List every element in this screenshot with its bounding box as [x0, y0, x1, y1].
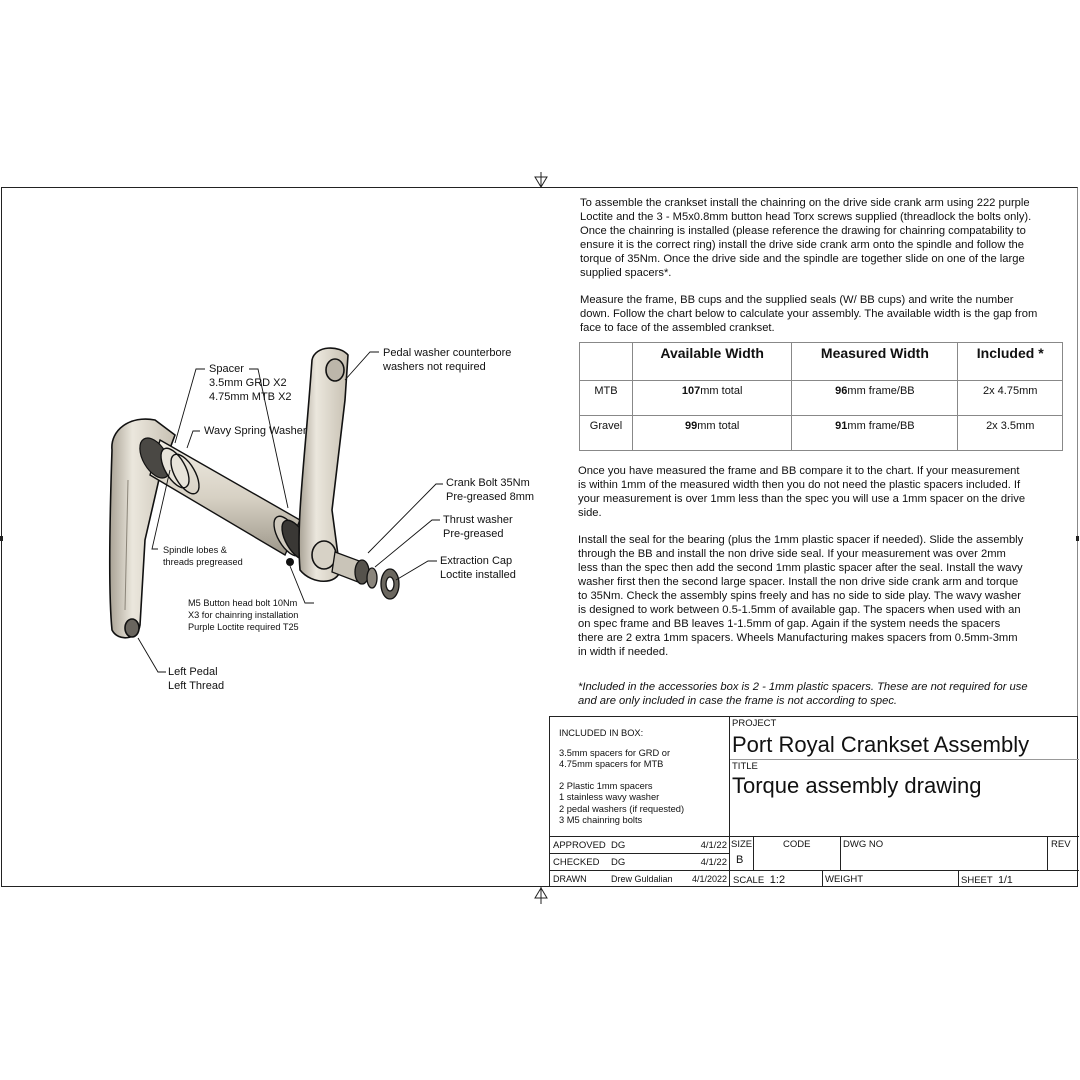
- included-item: 2 Plastic 1mm spacers: [559, 780, 653, 791]
- checked-date: 4/1/22: [700, 857, 727, 868]
- checked-row: [553, 857, 727, 868]
- instruction-paragraph-4: Install the seal for the bearing (plus the 1mm plastic spacer if needed). Slide the assembly through the BB and install the non drive side seal. If your measurement was over 2mm less than the spec then add the second 1mm plastic spacer after the seal. Install the wavy washer first then the second large spacer. Install the non drive side crank arm and torque to 35Nm. Check the assembly spins freely and has no side to side play. The wavy washer is designed to work between 0.5-1.5mm of available gap. The spacers when used with an on spec frame and BB leaves 1-1.5mm of gap. Again if the system needs the spacers there are 2 extra 1mm spacers. Wheels Manufacturing makes spacers from 0.5mm-3mm in width if needed.: [578, 534, 1024, 658]
- title-block-divider: [729, 717, 730, 886]
- spec-table: [579, 342, 1063, 451]
- instruction-paragraph-1: To assemble the crankset install the chainring on the drive side crank arm using 222 purple Loctite and the 3 - M5x0.8mm button head Torx screws supplied (threadlock the bolts only). Once the chainring is installed (please reference the drawing for chainring compatability to ensure it is the correct ring) install the drive side crank arm onto the spindle and follow the torque of 35Nm. Once the drive side and the spindle are together slide on one of the large supplied spacers*.: [580, 197, 1032, 279]
- col-divider: [753, 836, 754, 870]
- approved-label: APPROVED: [553, 840, 606, 851]
- rev-label: REV: [1051, 839, 1071, 850]
- spec-header-included: Included *: [958, 343, 1063, 381]
- right-center-marker: [1076, 536, 1079, 541]
- callout-pedal-washer: [383, 346, 511, 374]
- callout-crank-bolt-line2: Pre-greased 8mm: [446, 491, 535, 503]
- spec-cell-type: Gravel: [580, 416, 633, 451]
- included-item: 2 pedal washers (if requested): [559, 803, 685, 814]
- callout-extraction-line2: Loctite installed: [440, 569, 516, 581]
- size-value: B: [736, 854, 744, 866]
- callout-spacer-line1: 3.5mm GRD X2: [209, 377, 287, 389]
- weight-label: WEIGHT: [825, 874, 863, 885]
- spec-available-value: 107: [681, 385, 701, 397]
- callout-spindle-line2: threads pregreased: [163, 557, 243, 567]
- spec-cell-included: 2x 4.75mm: [958, 381, 1063, 416]
- spec-header-available: Available Width: [632, 343, 791, 381]
- spec-cell-available: [632, 416, 791, 451]
- row-divider: [550, 853, 729, 854]
- sheet-field: [961, 874, 1013, 886]
- approved-name: DG: [611, 840, 626, 851]
- callout-thrust-line2: Pre-greased: [443, 528, 504, 540]
- included-in-box: [559, 728, 684, 827]
- spec-cell-available: [632, 381, 791, 416]
- dwg-no-label: DWG NO: [843, 839, 884, 850]
- drawn-row: [553, 874, 727, 884]
- callout-extraction-line1: Extraction Cap: [440, 555, 513, 567]
- spec-header-empty: [580, 343, 633, 381]
- spec-measured-unit: mm frame/BB: [847, 385, 915, 397]
- callout-crank-bolt: [446, 476, 534, 504]
- callout-extraction-cap: [440, 554, 516, 582]
- col-divider: [958, 870, 959, 886]
- approved-row: [553, 840, 727, 851]
- callout-pedal-washer-line2: washers not required: [383, 361, 486, 373]
- included-item: 4.75mm spacers for MTB: [559, 759, 664, 769]
- size-label: SIZE: [731, 839, 753, 850]
- callout-spacer: [209, 362, 292, 404]
- spec-measured-value: 96: [835, 385, 848, 397]
- project-name: Port Royal Crankset Assembly: [732, 732, 1030, 757]
- spec-header-measured: Measured Width: [792, 343, 958, 381]
- col-divider: [822, 870, 823, 886]
- table-row: [580, 381, 1063, 416]
- approved-date: 4/1/22: [700, 840, 727, 851]
- spec-measured-value: 91: [835, 420, 848, 432]
- instruction-paragraph-3: Once you have measured the frame and BB compare it to the chart. If your measurement is within 1mm of the measured width then you do not need the plastic spacers included. If your measurement is over 1mm less than the spec you will use a 1mm spacer on the drive side.: [578, 465, 1026, 519]
- included-item: 1 stainless wavy washer: [559, 792, 660, 802]
- callout-thrust-washer: [443, 513, 513, 541]
- row-divider: [550, 836, 729, 837]
- spec-cell-measured: [792, 381, 958, 416]
- spec-cell-measured: [792, 416, 958, 451]
- spec-available-unit: mm total: [700, 385, 743, 397]
- instruction-paragraph-2: Measure the frame, BB cups and the supplied seals (W/ BB cups) and write the number down. Follow the chart below to calculate your assembly. The available width is the gap from face to face of the assembled crankset.: [580, 294, 1038, 334]
- title-label: TITLE: [732, 761, 758, 772]
- callout-m5-line2: X3 for chainring installation: [188, 610, 299, 620]
- drawn-name: Drew Guldalian: [611, 874, 673, 884]
- checked-name: DG: [611, 857, 626, 868]
- title-block: [549, 716, 1078, 887]
- callout-left-pedal-line1: Left Pedal: [168, 666, 218, 678]
- spec-available-value: 99: [684, 420, 698, 432]
- row-divider: [730, 836, 1079, 837]
- project-label: PROJECT: [732, 718, 777, 729]
- included-heading: INCLUDED IN BOX:: [559, 728, 644, 738]
- spec-available-unit: mm total: [697, 420, 740, 432]
- row-divider: [550, 870, 1079, 871]
- callout-m5-line3: Purple Loctite required T25: [188, 622, 299, 632]
- callout-spindle: [163, 544, 243, 568]
- callout-spacer-title: Spacer: [209, 363, 244, 375]
- callout-wavy-washer: Wavy Spring Washer: [204, 425, 307, 437]
- callout-m5-bolt: [188, 597, 299, 633]
- included-item: 3.5mm spacers for GRD or: [559, 747, 671, 758]
- col-divider: [1047, 836, 1048, 870]
- callout-spacer-line2: 4.75mm MTB X2: [209, 391, 292, 403]
- callout-m5-line1: M5 Button head bolt 10Nm: [188, 598, 298, 608]
- callout-spindle-line1: Spindle lobes &: [163, 545, 227, 555]
- col-divider: [840, 836, 841, 870]
- included-item: 3 M5 chainring bolts: [559, 815, 643, 825]
- spec-cell-included: 2x 3.5mm: [958, 416, 1063, 451]
- drawing-title: Torque assembly drawing: [732, 773, 982, 798]
- callout-left-pedal-line2: Left Thread: [168, 680, 225, 692]
- scale-field: [733, 874, 785, 886]
- callout-thrust-line1: Thrust washer: [443, 514, 513, 526]
- callout-crank-bolt-line1: Crank Bolt 35Nm: [446, 477, 530, 489]
- checked-label: CHECKED: [553, 857, 600, 868]
- footnote: *Included in the accessories box is 2 - 1mm plastic spacers. These are not required for use and are only included in case the frame is not according to spec.: [578, 681, 1028, 707]
- drawn-label: DRAWN: [553, 874, 587, 884]
- spec-table-header: [580, 343, 1063, 381]
- table-row: [580, 416, 1063, 451]
- sheet-label: SHEET: [961, 875, 993, 886]
- callout-left-pedal: [168, 665, 224, 693]
- spec-measured-unit: mm frame/BB: [847, 420, 915, 432]
- drawn-date: 4/1/2022: [691, 874, 727, 884]
- bottom-center-marker-icon: [532, 887, 550, 905]
- sheet-value: 1/1: [998, 874, 1013, 886]
- row-divider: [730, 759, 1079, 760]
- code-label: CODE: [783, 839, 811, 850]
- callout-pedal-washer-line1: Pedal washer counterbore: [383, 347, 512, 359]
- scale-label: SCALE: [733, 875, 765, 886]
- scale-value: 1:2: [769, 874, 786, 886]
- spec-cell-type: MTB: [580, 381, 633, 416]
